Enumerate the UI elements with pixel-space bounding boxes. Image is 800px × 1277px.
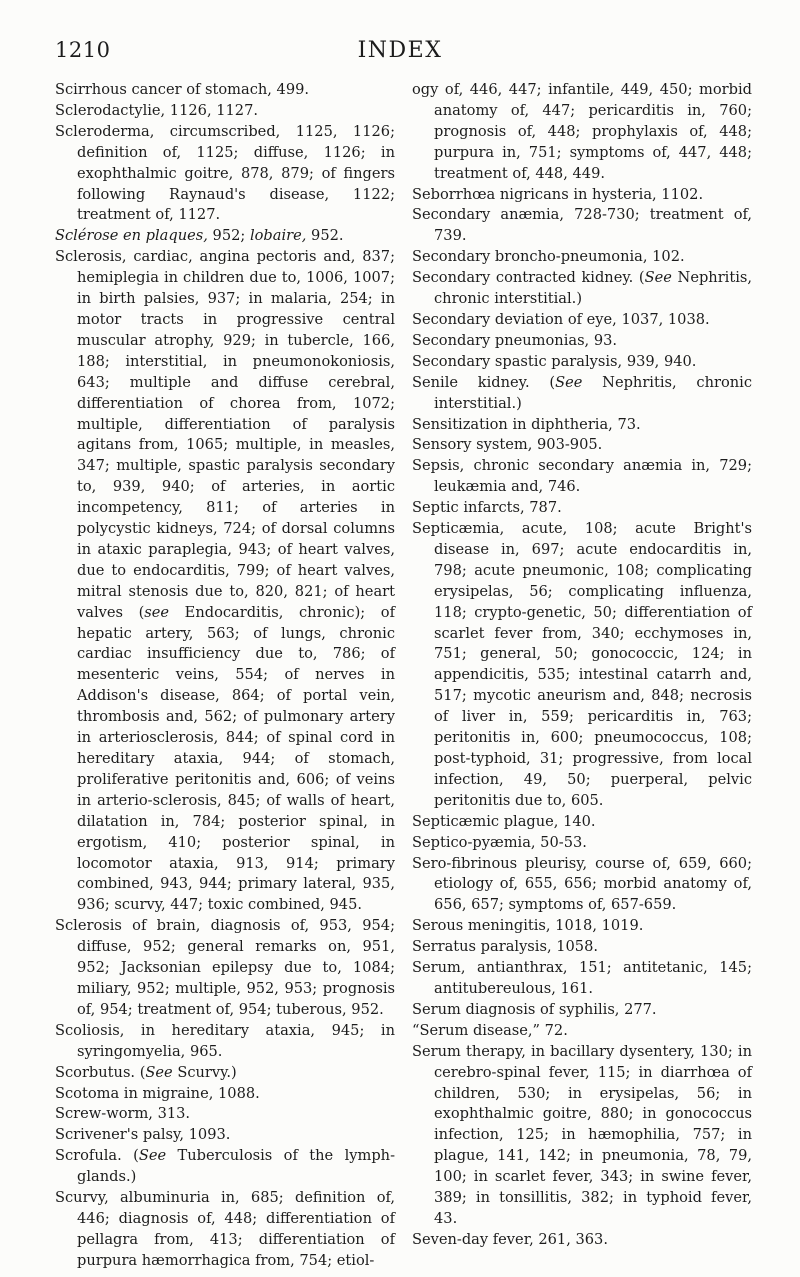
entry-text: Tuberculosis of the lymph-glands.) <box>77 1147 396 1186</box>
index-entry <box>55 1146 395 1188</box>
entry-text: Secondary deviation of eye, 1037, 1038. <box>412 310 710 328</box>
index-entry <box>55 1125 395 1146</box>
index-entry <box>412 498 752 519</box>
entry-text: 952; <box>207 227 250 245</box>
index-entry <box>55 226 395 247</box>
italic-text: See <box>145 1063 173 1081</box>
entry-text: Serous meningitis, 1018, 1019. <box>412 917 644 935</box>
entry-text: Sepsis, chronic secondary anæmia in, 729; leukæmia and, 746. <box>412 457 752 496</box>
index-entry <box>412 833 752 854</box>
entry-text: Serum diagnosis of syphilis, 277. <box>412 1000 657 1018</box>
entry-text: Sensory system, 903-905. <box>412 436 603 454</box>
entry-text: Screw-worm, 313. <box>55 1105 191 1123</box>
entry-text: Sensitization in diphtheria, 73. <box>412 415 641 433</box>
index-entry <box>412 185 752 206</box>
index-column-left <box>55 80 395 1272</box>
entry-text: “Serum disease,” 72. <box>412 1021 568 1039</box>
entry-text: Secondary contracted kidney. ( <box>412 269 645 287</box>
index-entry <box>412 310 752 331</box>
index-entry <box>412 916 752 937</box>
index-entry <box>55 1063 395 1084</box>
entry-text: Serum therapy, in bacillary dysentery, 130; in cerebro-spinal fever, 115; in diarrhœa of children, 530; in erysipelas, 56; in exophthalmic goitre, 880; in gonococcus infection, 125; in hæmophilia, 757; in plague, 141, 142; in pneumonia, 78, 79, 100; in scarlet fever, 343; in swine fever, 389; in tonsillitis, 382; in typhoid fever, 43. <box>412 1042 752 1227</box>
entry-text: ogy of, 446, 447; infantile, 449, 450; morbid anatomy of, 447; pericarditis in, 760; prognosis of, 448; prophylaxis of, 448; purpura in, 751; symptoms of, 447, 448; treatment of, 448, 449. <box>412 81 752 182</box>
italic-text: See <box>138 1147 167 1165</box>
index-entry <box>55 1021 395 1063</box>
index-entry <box>55 1188 395 1272</box>
entry-text: Scurvy, albuminuria in, 685; definition of, 446; diagnosis of, 448; differentiation of pellagra from, 413; differentiation of purpura hæmorrhagica from, 754; etiol- <box>55 1189 395 1269</box>
entry-text: Secondary broncho-pneumonia, 102. <box>412 248 685 266</box>
entry-text: Nephritis, chronic interstitial.) <box>434 269 752 308</box>
index-entry <box>412 519 752 812</box>
index-entry <box>55 101 395 122</box>
entry-text: Septic infarcts, 787. <box>412 499 562 517</box>
index-entry <box>55 916 395 1021</box>
entry-text: Septico-pyæmia, 50-53. <box>412 833 587 851</box>
index-entry <box>412 1230 752 1251</box>
index-column-right <box>412 80 752 1251</box>
italic-text: See <box>644 269 672 287</box>
entry-text: Nephritis, chronic interstitial.) <box>434 373 752 412</box>
entry-text: Seborrhœa nigricans in hysteria, 1102. <box>412 185 704 203</box>
index-entry <box>412 958 752 1000</box>
entry-text: Scotoma in migraine, 1088. <box>55 1084 260 1102</box>
index-entry <box>412 247 752 268</box>
entry-text: Scurvy.) <box>172 1063 237 1081</box>
entry-text: Septicæmia, acute, 108; acute Bright's disease in, 697; acute endocarditis in, 798; acute pneumonic, 108; complicating erysipelas, 56; complicating influenza, 118; crypto-genetic, 50; differentiation of scarlet fever from, 340; ecchymoses in, 751; general, 50; gonococcic, 124; in appendicitis, 535; intestinal catarrh and, 517; mycotic aneurism and, 848; necrosis of liver in, 559; pericarditis in, 763; peritonitis in, 600; pneumococcus, 108; post-typhoid, 31; progressive, from local infection, 49, 50; puerperal, pelvic peritonitis due to, 605. <box>412 520 752 809</box>
index-entry <box>412 1042 752 1230</box>
page-number: 1210 <box>55 38 111 62</box>
index-entry <box>412 205 752 247</box>
entry-text: Scrofula. ( <box>55 1147 139 1165</box>
index-entry <box>412 854 752 917</box>
index-entry <box>55 80 395 101</box>
index-entry <box>412 352 752 373</box>
entry-text: Scrivener's palsy, 1093. <box>55 1126 231 1144</box>
index-entry <box>55 122 395 227</box>
entry-text: Sero-fibrinous pleurisy, course of, 659, 660; etiology of, 655, 656; morbid anatomy of, 656, 657; symptoms of, 657-659. <box>412 854 752 914</box>
entry-text: Septicæmic plague, 140. <box>412 812 596 830</box>
entry-text: Scoliosis, in hereditary ataxia, 945; in syringomyelia, 965. <box>55 1021 395 1060</box>
entry-text: Secondary spastic paralysis, 939, 940. <box>412 352 697 370</box>
page-title: INDEX <box>357 38 443 63</box>
index-entry <box>412 415 752 436</box>
index-entry <box>412 1021 752 1042</box>
index-entry <box>412 331 752 352</box>
entry-text: Secondary anæmia, 728-730; treatment of, 739. <box>412 206 752 245</box>
entry-text: Seven-day fever, 261, 363. <box>412 1230 608 1248</box>
index-entry <box>55 1084 395 1105</box>
italic-text: see <box>144 603 170 621</box>
index-entry <box>412 812 752 833</box>
entry-text: Sclerosis, cardiac, angina pectoris and, 837; hemiplegia in children due to, 1006, 1007; in birth palsies, 937; in malaria, 254; in motor tracts in progressive central muscular atrophy, 929; in tubercle, 166, 188; interstitial, in pneumonokoniosis, 643; multiple and diffuse cerebral, differentiation of chorea from, 1072; multiple, differentiation of paralysis agitans from, 1065; multiple, in measles, 347; multiple, spastic paralysis secondary to, 939, 940; of arteries, in aortic incompetency, 811; of arteries in polycystic kidneys, 724; of dorsal columns in ataxic paraplegia, 943; of heart valves, due to endocarditis, 799; of heart valves, mitral stenosis due to, 820, 821; of heart valves ( <box>55 248 395 621</box>
entry-text: Serum, antianthrax, 151; antitetanic, 145; antitubereulous, 161. <box>412 959 752 997</box>
entry-text: Scirrhous cancer of stomach, 499. <box>55 81 310 98</box>
entry-text: Sclerodactylie, 1126, 1127. <box>55 101 259 119</box>
index-entry <box>55 247 395 916</box>
index-entry <box>412 435 752 456</box>
index-entry <box>412 268 752 310</box>
index-entry-continuation <box>412 80 752 185</box>
italic-text: lobaire, <box>249 227 307 245</box>
entry-text: Serratus paralysis, 1058. <box>412 938 599 956</box>
index-entry <box>55 1104 395 1125</box>
italic-text: See <box>555 373 583 391</box>
entry-text: Scleroderma, circumscribed, 1125, 1126; definition of, 1125; diffuse, 1126; in exophthalmic goitre, 878, 879; of fingers following Raynaud's disease, 1122; treatment of, 1127. <box>55 122 395 224</box>
index-entry <box>412 373 752 415</box>
entry-text: Secondary pneumonias, 93. <box>412 331 618 349</box>
entry-text: 952. <box>306 227 344 245</box>
page-header <box>0 38 800 68</box>
index-entry <box>412 1000 752 1021</box>
index-entry <box>412 937 752 958</box>
entry-text: Endocarditis, chronic); of hepatic artery, 563; of lungs, chronic cardiac insufficiency due to, 786; of mesenteric veins, 554; of nerves in Addison's disease, 864; of portal vein, thrombosis and, 562; of pulmonary artery in arteriosclerosis, 844; of spinal cord in hereditary ataxia, 944; of stomach, proliferative peritonitis and, 606; of veins in arterio-sclerosis, 845; of walls of heart, dilatation in, 784; posterior spinal, in ergotism, 410; posterior spinal, in locomotor ataxia, 913, 914; primary combined, 943, 944; primary lateral, 935, 936; scurvy, 447; toxic combined, 945. <box>77 603 395 914</box>
italic-text: Sclérose en plaques, <box>55 227 208 245</box>
entry-text: Scorbutus. ( <box>55 1063 146 1081</box>
index-entry <box>412 456 752 498</box>
entry-text: Senile kidney. ( <box>412 373 556 391</box>
entry-text: Sclerosis of brain, diagnosis of, 953, 954; diffuse, 952; general remarks on, 951, 952; Jacksonian epilepsy due to, 1084; miliary, 952; multiple, 952, 953; prognosis of, 954; treatment of, 954; tuberous, 952. <box>55 917 395 1018</box>
